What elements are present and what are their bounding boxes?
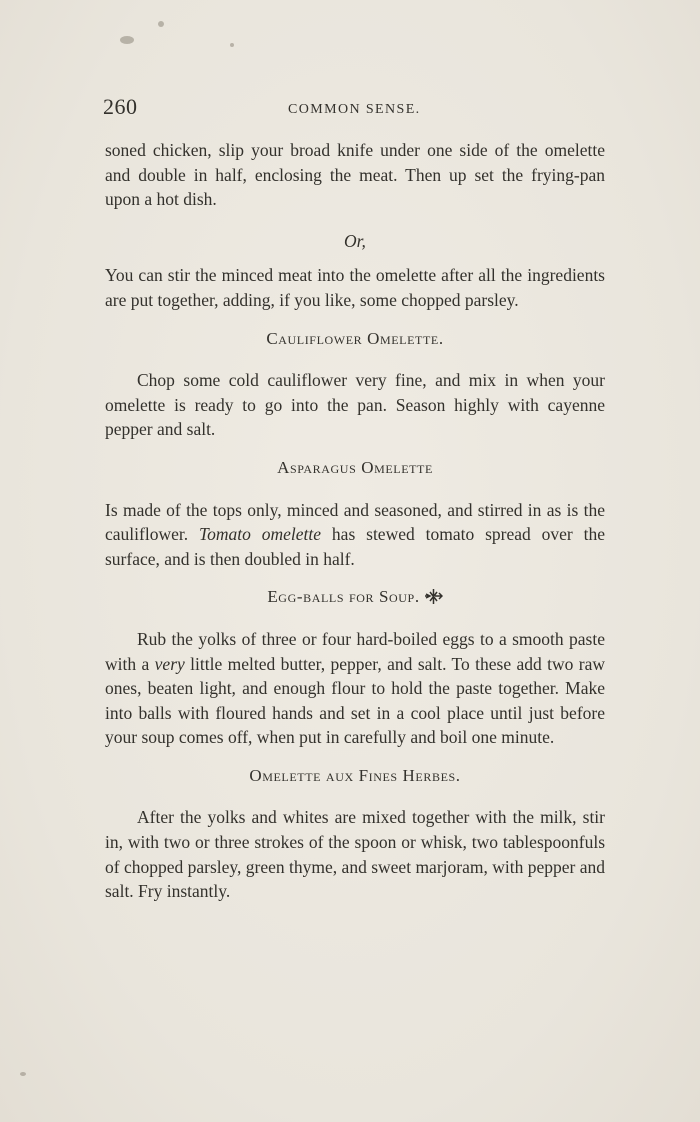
heading-egg-balls — [105, 585, 605, 610]
paper-spot — [20, 1072, 26, 1076]
tomato-omelette-italic: Tomato omelette — [198, 524, 322, 545]
paper-spot — [158, 21, 164, 27]
paper-spot — [120, 36, 134, 44]
paragraph-fines-herbes: After the yolks and whites are mixed together with the milk, stir in, with two or three strokes of the spoon or whisk, two tablespoonfuls of chopped parsley, green thyme, and sweet marjoram, with pepper and salt. Fry instantly. — [105, 807, 605, 902]
paragraph-cauliflower: Chop some cold cauliflower very fine, and mix in when your omelette is ready to go into the pan. Season highly with cayenne pepper and salt. — [105, 370, 605, 440]
heading-asparagus-omelette: Asparagus Omelette — [277, 457, 433, 477]
paragraph-egg-balls — [105, 627, 605, 750]
heading-cauliflower-omelette: Cauliflower Omelette. — [266, 328, 444, 348]
body-text — [105, 138, 605, 904]
paper-spot — [230, 43, 234, 47]
egg-balls-text-end: little melted butter, pepper, and salt. To these add two raw ones, beaten light, and enough flour to hold the paste together. Make into balls with floured hands and set in a cool place until just before your soup comes off, when put in carefully and boil one minute. — [105, 653, 606, 748]
maltese-cross-hand-icon — [424, 588, 443, 605]
page-number: 260 — [103, 94, 138, 119]
paragraph-alternative: You can stir the minced meat into the omelette after all the ingredients are put together, adding, if you like, some chopped parsley. — [105, 265, 605, 310]
heading-omelette-fines-herbes: Omelette aux Fines Herbes. — [249, 765, 461, 785]
paragraph-continuation: soned chicken, slip your broad knife under one side of the omelette and double in half, enclosing the meat. Then up set the frying-pan upon a hot dish. — [105, 140, 605, 210]
very-italic: very — [154, 653, 185, 674]
running-head: COMMON SENSE. — [288, 102, 421, 117]
asparagus-text-end: has stewed tomato spread over the surface, and is then doubled in half. — [105, 524, 606, 569]
egg-balls-text-start: Rub the yolks of three or four hard-boiled eggs to a smooth paste with a — [105, 628, 605, 674]
or-label: Or, — [344, 230, 366, 251]
egg-balls-heading-text: Egg-balls for Soup. — [267, 587, 420, 607]
paragraph-asparagus — [105, 498, 605, 572]
asparagus-text-start: Is made of the tops only, minced and seasoned, and stirred in as is the cauliflower. — [105, 499, 605, 545]
page-header — [103, 94, 608, 122]
